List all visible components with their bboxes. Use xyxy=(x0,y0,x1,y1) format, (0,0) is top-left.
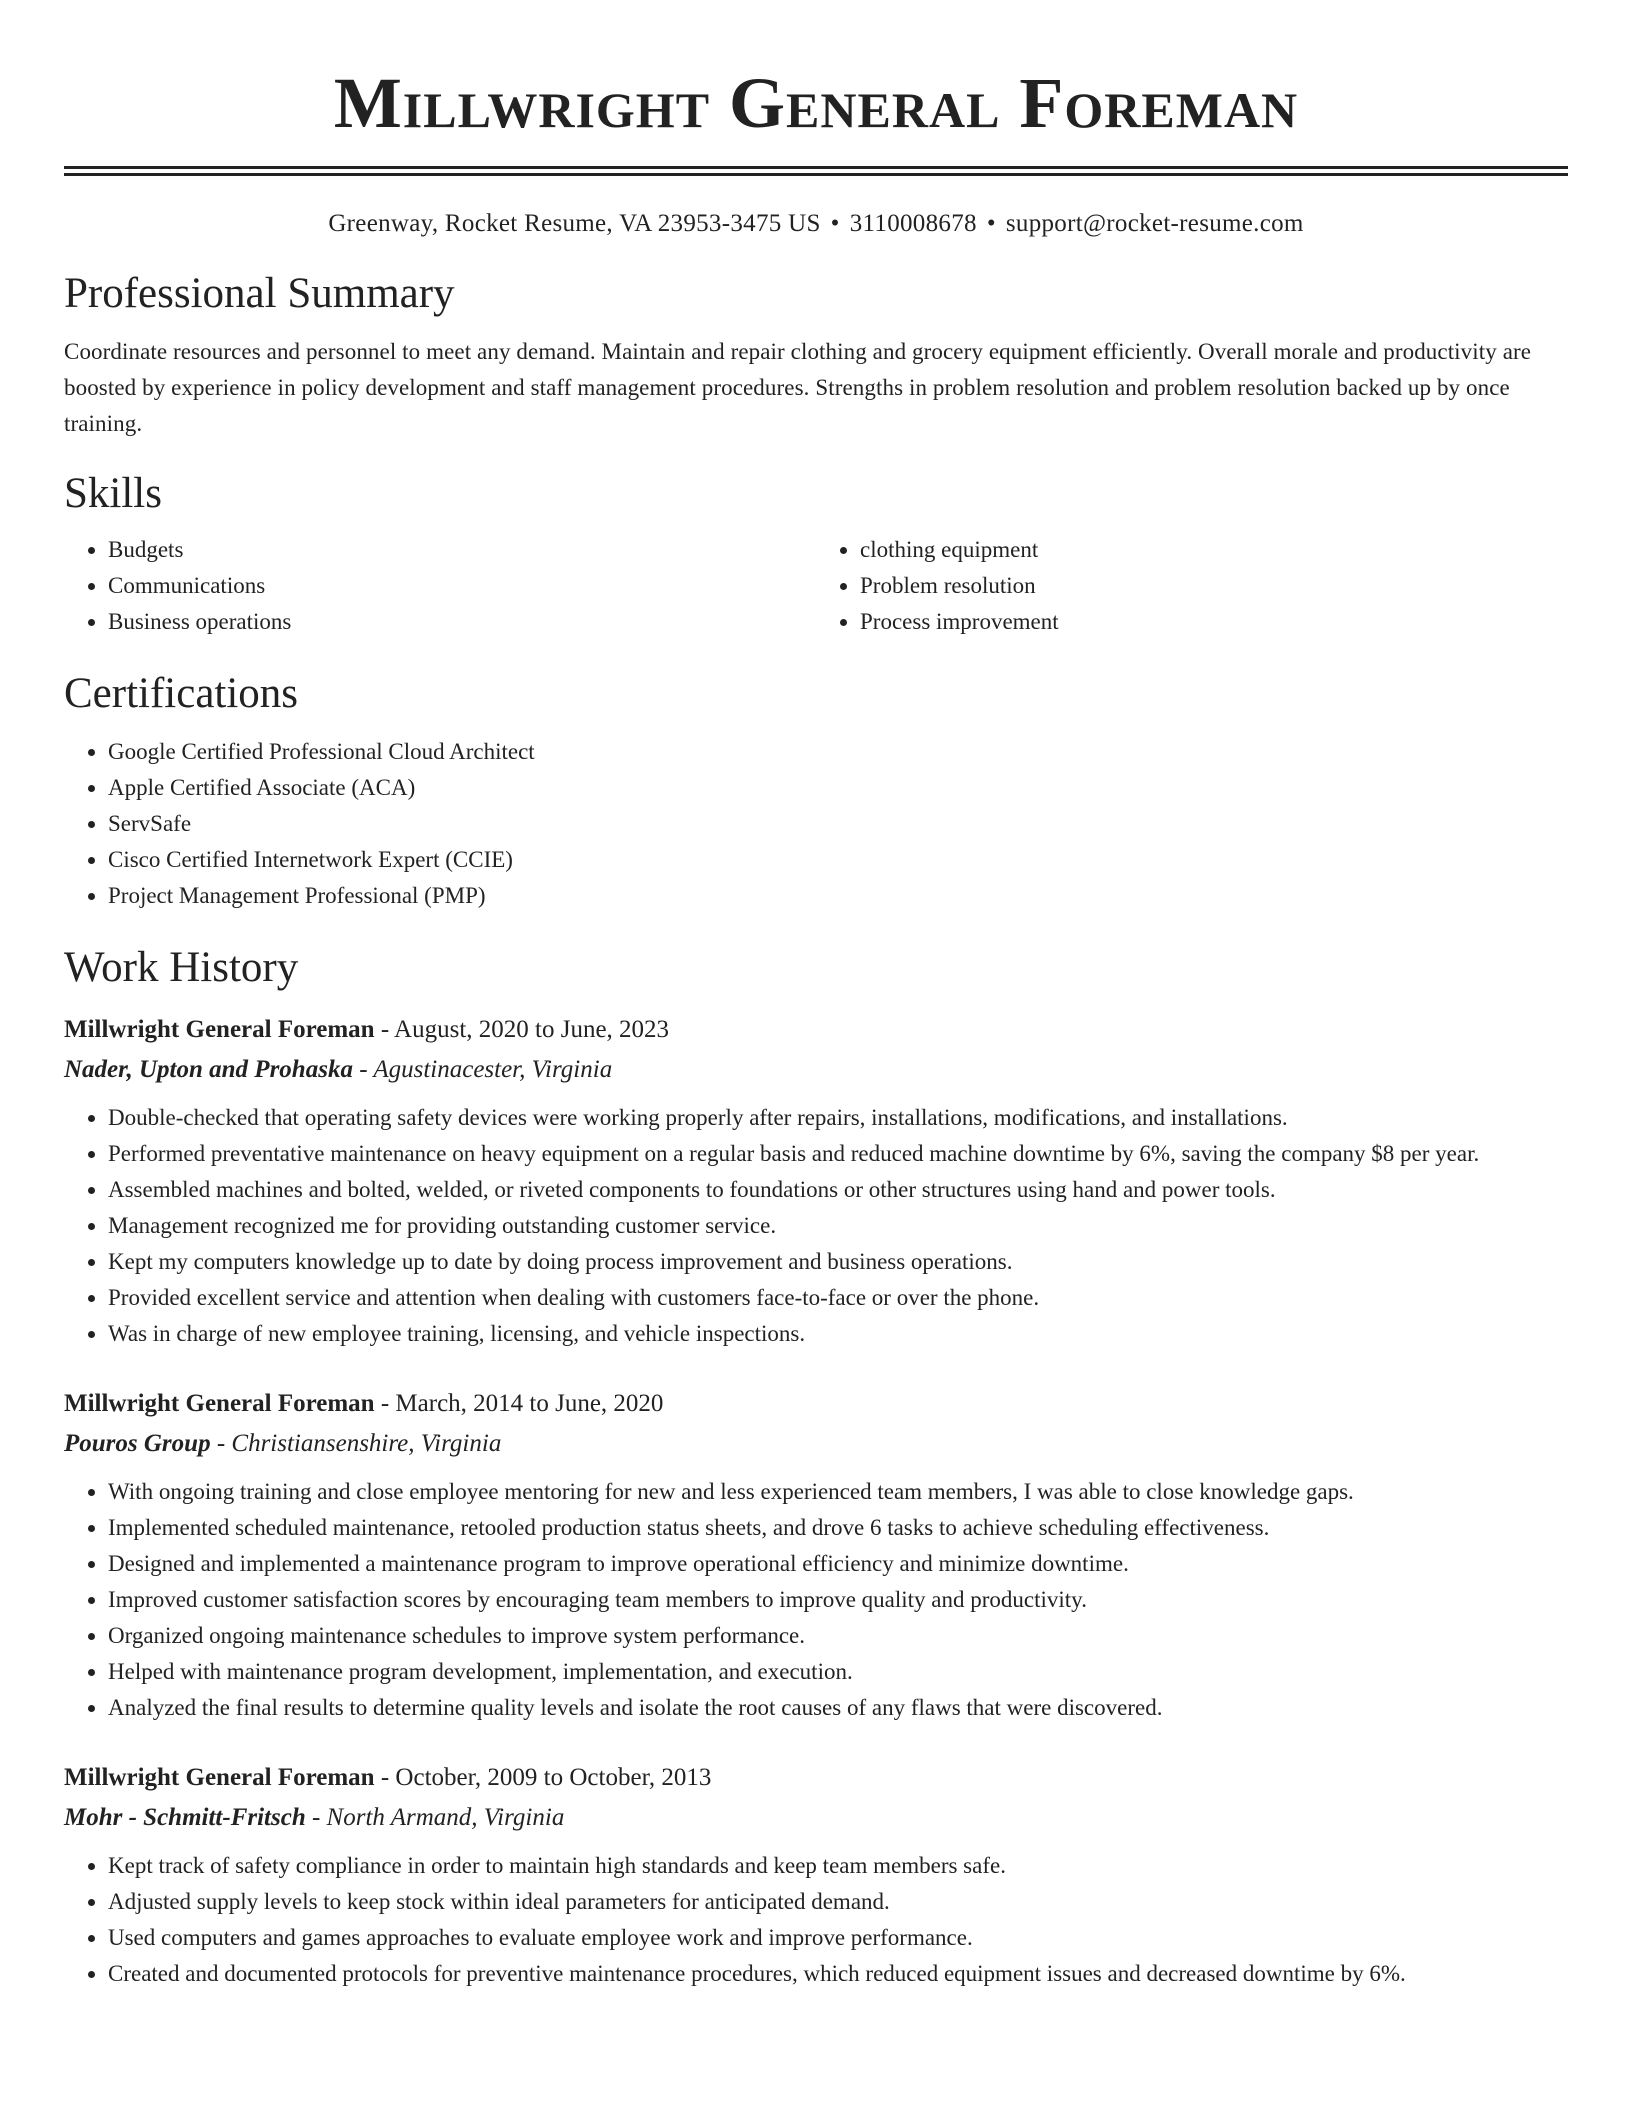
job-company: Nader, Upton and Prohaska xyxy=(64,1056,353,1083)
job-bullet: • Analyzed the final results to determine quality levels and isolate the root causes of any flaws that were discovered. xyxy=(108,1690,1568,1726)
skill-item: • clothing equipment xyxy=(860,532,1568,568)
job-entry xyxy=(64,1758,1568,1992)
job-dates: - August, 2020 to June, 2023 xyxy=(374,1016,670,1043)
contact-phone: 3110008678 xyxy=(849,210,977,237)
contact-separator: • xyxy=(830,210,840,237)
contact-line xyxy=(64,208,1568,240)
work-history-heading: Work History xyxy=(64,944,299,991)
skill-item: • Business operations xyxy=(108,604,816,640)
job-company: Mohr - Schmitt-Fritsch xyxy=(64,1804,306,1831)
header-double-rule xyxy=(64,166,1568,176)
job-location: - Agustinacester, Virginia xyxy=(352,1056,613,1083)
job-bullet: • Assembled machines and bolted, welded, or riveted components to foundations or other structures using hand and power tools. xyxy=(108,1172,1568,1208)
job-bullet: • Double-checked that operating safety devices were working properly after repairs, installations, modifications, and installations. xyxy=(108,1100,1568,1136)
certification-item: • Apple Certified Associate (ACA) xyxy=(108,770,1568,806)
job-bullet: • Implemented scheduled maintenance, retooled production status sheets, and drove 6 tasks to achieve scheduling effectiveness. xyxy=(108,1510,1568,1546)
certifications-list xyxy=(64,734,1568,914)
job-location: - Christiansenshire, Virginia xyxy=(210,1430,502,1457)
job-bullet: • Kept track of safety compliance in order to maintain high standards and keep team members safe. xyxy=(108,1848,1568,1884)
job-bullet: • Helped with maintenance program development, implementation, and execution. xyxy=(108,1654,1568,1690)
certification-item: • Google Certified Professional Cloud Architect xyxy=(108,734,1568,770)
skill-item: • Communications xyxy=(108,568,816,604)
resume-page xyxy=(64,0,1568,1992)
job-entry xyxy=(64,1384,1568,1726)
skills-list-left xyxy=(64,532,816,640)
contact-email[interactable]: support@rocket-resume.com xyxy=(1005,210,1304,237)
job-role: Millwright General Foreman xyxy=(64,1764,375,1791)
job-dates: - October, 2009 to October, 2013 xyxy=(374,1764,712,1791)
job-bullet: • Created and documented protocols for preventive maintenance procedures, which reduced equipment issues and decreased downtime by 6%. xyxy=(108,1956,1568,1992)
job-role: Millwright General Foreman xyxy=(64,1390,375,1417)
job-location: - North Armand, Virginia xyxy=(305,1804,565,1831)
job-dates: - March, 2014 to June, 2020 xyxy=(374,1390,664,1417)
job-bullet: • Designed and implemented a maintenance program to improve operational efficiency and minimize downtime. xyxy=(108,1546,1568,1582)
job-employer xyxy=(64,1798,1568,1838)
job-bullets xyxy=(64,1100,1568,1352)
skills-columns xyxy=(64,532,1568,640)
certification-item: • Cisco Certified Internetwork Expert (CCIE) xyxy=(108,842,1568,878)
job-bullet: • Provided excellent service and attention when dealing with customers face-to-face or over the phone. xyxy=(108,1280,1568,1316)
contact-address: Greenway, Rocket Resume, VA 23953-3475 US xyxy=(328,210,821,237)
job-heading xyxy=(64,1384,1568,1424)
contact-separator: • xyxy=(986,210,996,237)
job-heading xyxy=(64,1758,1568,1798)
job-entry xyxy=(64,1010,1568,1352)
job-role: Millwright General Foreman xyxy=(64,1016,375,1043)
summary-text: Coordinate resources and personnel to meet any demand. Maintain and repair clothing and grocery equipment efficiently. Overall morale and productivity are boosted by experience in policy development and staff management procedures. Strengths in problem resolution and problem resolution backed up by once training. xyxy=(64,339,1532,436)
certification-item: • ServSafe xyxy=(108,806,1568,842)
skills-list-right xyxy=(816,532,1568,640)
skills-heading: Skills xyxy=(64,470,162,517)
job-bullet: • Kept my computers knowledge up to date by doing process improvement and business operations. xyxy=(108,1244,1568,1280)
job-bullet: • Adjusted supply levels to keep stock within ideal parameters for anticipated demand. xyxy=(108,1884,1568,1920)
job-bullet: • With ongoing training and close employee mentoring for new and less experienced team members, I was able to close knowledge gaps. xyxy=(108,1474,1568,1510)
skill-item: • Process improvement xyxy=(860,604,1568,640)
summary-heading: Professional Summary xyxy=(64,270,455,317)
certification-item: • Project Management Professional (PMP) xyxy=(108,878,1568,914)
job-bullets xyxy=(64,1474,1568,1726)
job-bullet: • Was in charge of new employee training, licensing, and vehicle inspections. xyxy=(108,1316,1568,1352)
certifications-heading: Certifications xyxy=(64,670,299,717)
job-bullet: • Organized ongoing maintenance schedules to improve system performance. xyxy=(108,1618,1568,1654)
job-employer xyxy=(64,1424,1568,1464)
skill-item: • Problem resolution xyxy=(860,568,1568,604)
resume-name: Millwright General Foreman xyxy=(333,63,1299,143)
job-bullets xyxy=(64,1848,1568,1992)
job-company: Pouros Group xyxy=(64,1430,211,1457)
job-bullet: • Management recognized me for providing outstanding customer service. xyxy=(108,1208,1568,1244)
job-bullet: • Improved customer satisfaction scores by encouraging team members to improve quality and productivity. xyxy=(108,1582,1568,1618)
job-bullet: • Performed preventative maintenance on heavy equipment on a regular basis and reduced machine downtime by 6%, saving the company $8 per year. xyxy=(108,1136,1568,1172)
job-heading xyxy=(64,1010,1568,1050)
skill-item: • Budgets xyxy=(108,532,816,568)
job-bullet: • Used computers and games approaches to evaluate employee work and improve performance. xyxy=(108,1920,1568,1956)
job-employer xyxy=(64,1050,1568,1090)
